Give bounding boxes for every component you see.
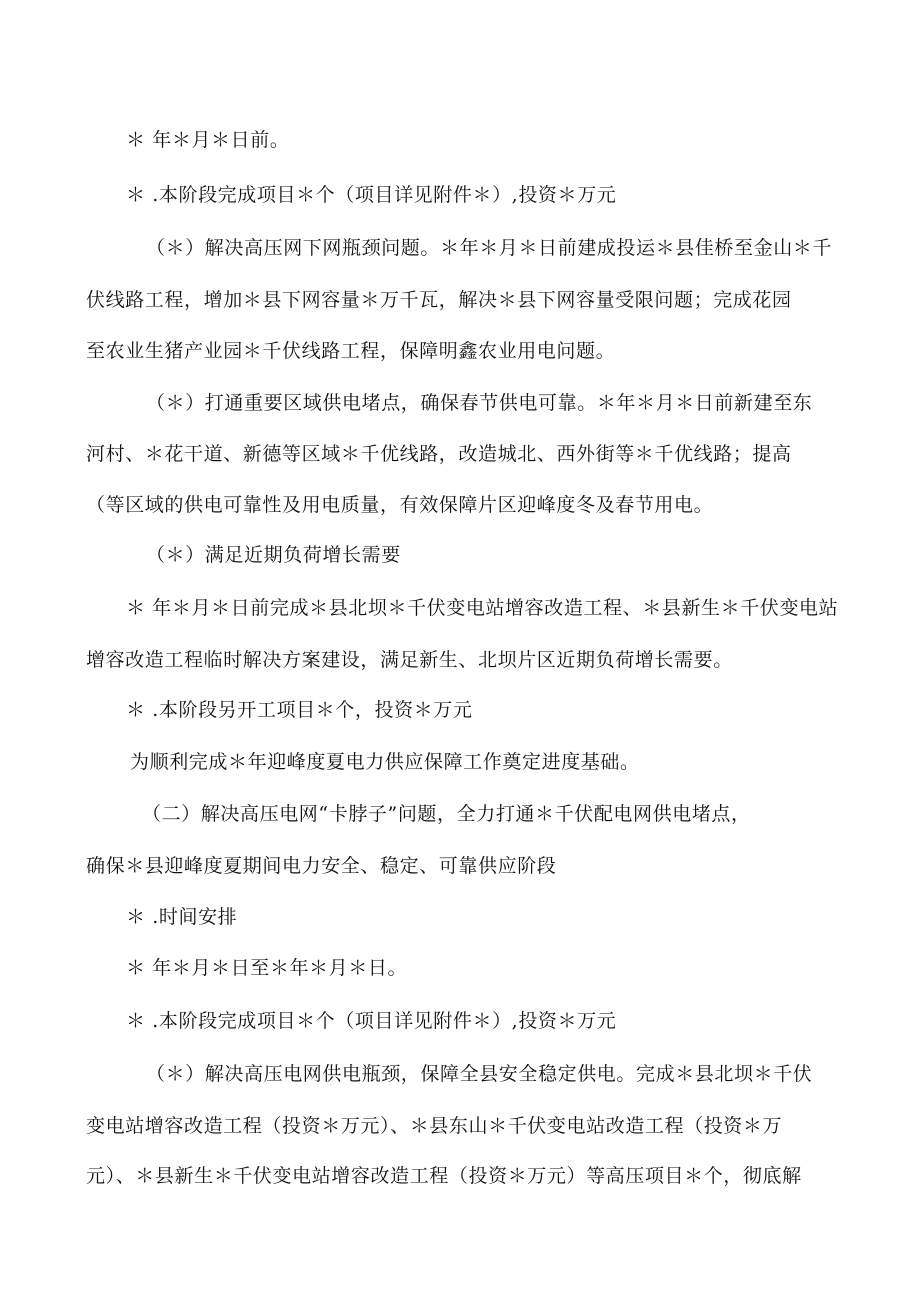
text-line: 增容改造工程临时解决方案建设，满足新生、北坝片区近期负荷增长需要。 <box>86 649 733 671</box>
text-line: ＊ .本阶段另开工项目＊个，投资＊万元 <box>126 699 473 721</box>
text-line: （＊）解决高压网下网瓶颈问题。＊年＊月＊日前建成投运＊县佳桥至金山＊千 <box>146 237 833 259</box>
text-line: ＊ 年＊月＊日前。 <box>126 129 290 151</box>
text-line: 元）、＊县新生＊千伏变电站增容改造工程（投资＊万元）等高压项目＊个，彻底解 <box>86 1165 802 1187</box>
text-line: （＊）打通重要区域供电堵点，确保春节供电可靠。＊年＊月＊日前新建至东 <box>146 392 813 414</box>
text-line: 为顺利完成＊年迎峰度夏电力供应保障工作奠定进度基础。 <box>130 751 640 773</box>
text-line: ＊ .本阶段完成项目＊个（项目详见附件＊）,投资＊万元 <box>126 184 617 206</box>
text-line: 至农业生猪产业园＊千伏线路工程，保障明鑫农业用电问题。 <box>86 340 616 362</box>
text-line: （＊）满足近期负荷增长需要 <box>146 544 401 566</box>
text-line: ＊ .时间安排 <box>126 906 238 928</box>
text-line: 确保＊县迎峰度夏期间电力安全、稳定、可靠供应阶段 <box>86 855 557 877</box>
text-line: 河村、＊花干道、新德等区域＊千优线路，改造城北、西外街等＊千优线路；提高 <box>86 443 792 465</box>
text-line: 伏线路工程，增加＊县下网容量＊万千瓦，解决＊县下网容量受限问题；完成花园 <box>86 289 792 311</box>
text-line: （二）解决高压电网“卡脖子”问题，全力打通＊千伏配电网供电堵点， <box>142 803 751 825</box>
text-line: ＊ 年＊月＊日至＊年＊月＊日。 <box>126 957 408 979</box>
text-line: ＊ 年＊月＊日前完成＊县北坝＊千伏变电站增容改造工程、＊县新生＊千伏变电站 <box>126 597 839 619</box>
text-line: ＊ .本阶段完成项目＊个（项目详见附件＊）,投资＊万元 <box>126 1010 617 1032</box>
text-line: （等区域的供电可靠性及用电质量，有效保障片区迎峰度冬及春节用电。 <box>86 494 714 516</box>
text-line: （＊）解决高压电网供电瓶颈，保障全县安全稳定供电。完成＊县北坝＊千伏 <box>146 1063 813 1085</box>
text-line: 变电站增容改造工程（投资＊万元）、＊县东山＊千伏变电站改造工程（投资＊万 <box>86 1115 783 1137</box>
